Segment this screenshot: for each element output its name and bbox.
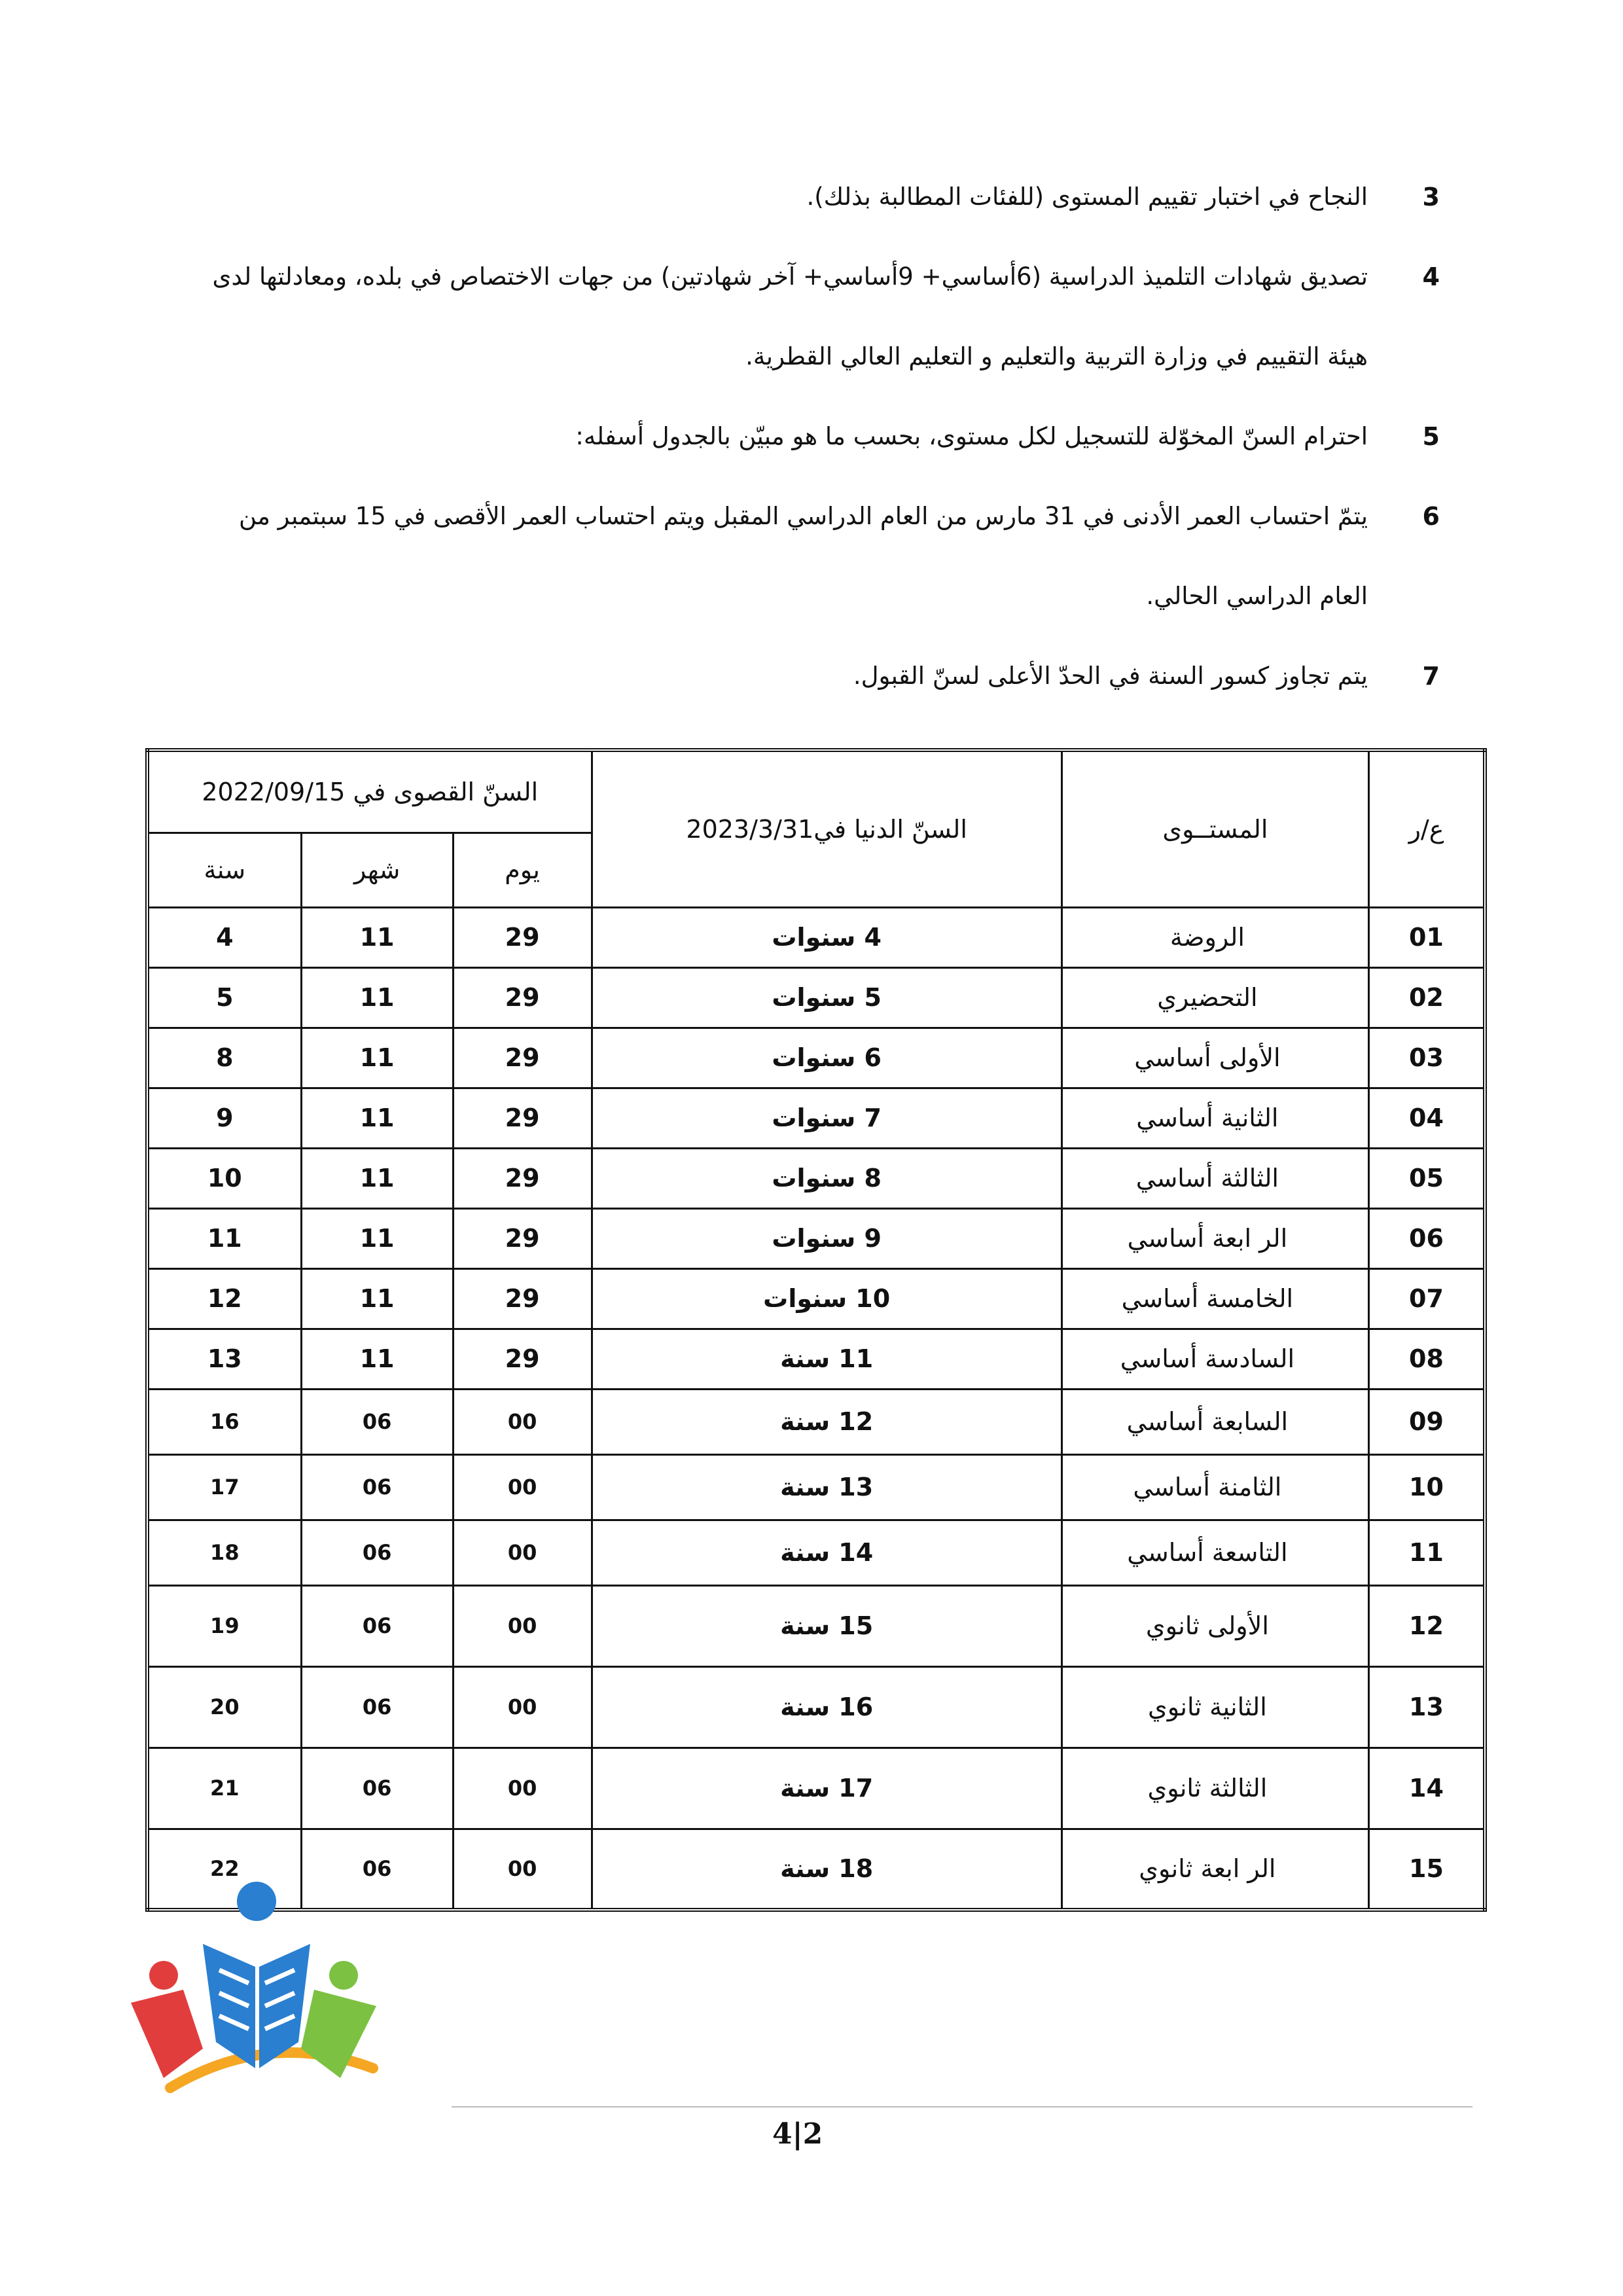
cell-day: 29 [453, 1329, 592, 1389]
cell-min-age: 11 سنة [592, 1329, 1061, 1389]
cell-month: 06 [301, 1666, 453, 1748]
cell-min-age: 4 سنوات [592, 907, 1061, 967]
cell-level: الثالثة ثانوي [1061, 1748, 1368, 1829]
table-row [147, 1268, 1485, 1329]
list-item-number: 4 [1422, 262, 1440, 291]
table-row [147, 1585, 1485, 1666]
cell-day: 00 [453, 1389, 592, 1454]
cell-level: السادسة أساسي [1061, 1329, 1368, 1389]
cell-month: 11 [301, 1268, 453, 1329]
cell-level: الخامسة أساسي [1061, 1268, 1368, 1329]
cell-min-age: 8 سنوات [592, 1148, 1061, 1208]
page-current: 2 [802, 2117, 823, 2151]
cell-year: 18 [147, 1520, 301, 1585]
cell-year: 21 [147, 1748, 301, 1829]
age-table-body [147, 907, 1485, 1910]
cell-year: 22 [147, 1829, 301, 1910]
age-table-wrapper [145, 748, 1487, 1912]
list-item-text: النجاح في اختبار تقييم المستوى (للفئات المطالبة بذلك). [806, 183, 1368, 211]
cell-month: 11 [301, 1028, 453, 1088]
cell-min-age: 16 سنة [592, 1666, 1061, 1748]
age-table [145, 748, 1487, 1912]
cell-level: التاسعة أساسي [1061, 1520, 1368, 1585]
cell-min-age: 12 سنة [592, 1389, 1061, 1454]
cell-level: الثامنة أساسي [1061, 1454, 1368, 1520]
cell-day: 00 [453, 1585, 592, 1666]
cell-year: 9 [147, 1088, 301, 1148]
cell-month: 11 [301, 1088, 453, 1148]
list-item [196, 476, 1440, 636]
cell-year: 17 [147, 1454, 301, 1520]
table-row [147, 967, 1485, 1028]
list-item [196, 237, 1440, 397]
cell-month: 11 [301, 1148, 453, 1208]
list-item-number: 7 [1422, 662, 1440, 691]
cell-month: 06 [301, 1520, 453, 1585]
table-row [147, 1148, 1485, 1208]
cell-index: 15 [1368, 1829, 1485, 1910]
header-max-age: السنّ القصوى في 2022/09/15 [147, 750, 592, 833]
list-item-number: 5 [1422, 422, 1440, 451]
cell-index: 11 [1368, 1520, 1485, 1585]
cell-day: 29 [453, 1268, 592, 1329]
logo-graphic [124, 1852, 399, 2114]
header-day: يوم [453, 833, 592, 907]
cell-day: 00 [453, 1666, 592, 1748]
cell-year: 16 [147, 1389, 301, 1454]
table-row [147, 1329, 1485, 1389]
cell-year: 20 [147, 1666, 301, 1748]
cell-level: السابعة أساسي [1061, 1389, 1368, 1454]
cell-day: 00 [453, 1454, 592, 1520]
header-index: ع/ر [1368, 750, 1485, 907]
cell-level: الر ابعة ثانوي [1061, 1829, 1368, 1910]
table-row [147, 1666, 1485, 1748]
cell-index: 03 [1368, 1028, 1485, 1088]
header-year: سنة [147, 833, 301, 907]
cell-month: 06 [301, 1389, 453, 1454]
list-item-text: تصديق شهادات التلميذ الدراسية (6أساسي+ 9أساسي+ آخر شهادتين) من جهات الاختصاص في بلده، ومعادلتها لدى هيئة التقييم في وزارة التربية والتعليم و التعليم العالي القطرية. [212, 262, 1368, 370]
cell-min-age: 7 سنوات [592, 1088, 1061, 1148]
cell-year: 13 [147, 1329, 301, 1389]
cell-index: 09 [1368, 1389, 1485, 1454]
list-item-text: احترام السنّ المخوّلة للتسجيل لكل مستوى، بحسب ما هو مبيّن بالجدول أسفله: [575, 422, 1368, 450]
table-row [147, 1454, 1485, 1520]
cell-year: 10 [147, 1148, 301, 1208]
cell-min-age: 9 سنوات [592, 1208, 1061, 1268]
cell-day: 29 [453, 967, 592, 1028]
cell-day: 00 [453, 1829, 592, 1910]
cell-min-age: 10 سنوات [592, 1268, 1061, 1329]
cell-month: 06 [301, 1748, 453, 1829]
cell-index: 02 [1368, 967, 1485, 1028]
list-item [196, 157, 1440, 237]
cell-min-age: 5 سنوات [592, 967, 1061, 1028]
cell-year: 8 [147, 1028, 301, 1088]
table-row [147, 907, 1485, 967]
cell-index: 01 [1368, 907, 1485, 967]
header-min-age: السنّ الدنيا في2023/3/31 [592, 750, 1061, 907]
table-row [147, 1208, 1485, 1268]
cell-min-age: 6 سنوات [592, 1028, 1061, 1088]
logo [124, 1852, 399, 2114]
cell-level: الثانية ثانوي [1061, 1666, 1368, 1748]
cell-month: 06 [301, 1829, 453, 1910]
page-number [772, 2117, 823, 2151]
cell-index: 06 [1368, 1208, 1485, 1268]
list-item [196, 397, 1440, 476]
cell-month: 11 [301, 967, 453, 1028]
cell-index: 14 [1368, 1748, 1485, 1829]
cell-day: 00 [453, 1520, 592, 1585]
cell-year: 19 [147, 1585, 301, 1666]
page-total: 4 [772, 2117, 793, 2151]
cell-level: الثانية أساسي [1061, 1088, 1368, 1148]
cell-year: 11 [147, 1208, 301, 1268]
table-row [147, 1520, 1485, 1585]
cell-min-age: 17 سنة [592, 1748, 1061, 1829]
cell-level: الأولى ثانوي [1061, 1585, 1368, 1666]
cell-index: 07 [1368, 1268, 1485, 1329]
cell-index: 12 [1368, 1585, 1485, 1666]
footer-divider [452, 2106, 1472, 2108]
cell-level: الر ابعة أساسي [1061, 1208, 1368, 1268]
header-level: المستــوى [1061, 750, 1368, 907]
cell-level: الثالثة أساسي [1061, 1148, 1368, 1208]
list-item [196, 636, 1440, 716]
cell-index: 10 [1368, 1454, 1485, 1520]
cell-year: 4 [147, 907, 301, 967]
cell-day: 00 [453, 1748, 592, 1829]
cell-month: 11 [301, 907, 453, 967]
cell-day: 29 [453, 907, 592, 967]
list-item-number: 3 [1422, 183, 1440, 211]
requirements-list [196, 157, 1440, 716]
cell-min-age: 18 سنة [592, 1829, 1061, 1910]
table-row [147, 1028, 1485, 1088]
cell-day: 29 [453, 1148, 592, 1208]
cell-min-age: 15 سنة [592, 1585, 1061, 1666]
cell-min-age: 14 سنة [592, 1520, 1061, 1585]
cell-level: التحضيري [1061, 967, 1368, 1028]
cell-month: 11 [301, 1208, 453, 1268]
cell-day: 29 [453, 1208, 592, 1268]
table-row [147, 1389, 1485, 1454]
cell-level: الأولى أساسي [1061, 1028, 1368, 1088]
table-row [147, 1748, 1485, 1829]
cell-year: 12 [147, 1268, 301, 1329]
cell-year: 5 [147, 967, 301, 1028]
page-separator: | [792, 2117, 803, 2151]
header-month: شهر [301, 833, 453, 907]
cell-level: الروضة [1061, 907, 1368, 967]
cell-month: 06 [301, 1585, 453, 1666]
cell-day: 29 [453, 1028, 592, 1088]
cell-month: 06 [301, 1454, 453, 1520]
cell-index: 04 [1368, 1088, 1485, 1148]
cell-index: 08 [1368, 1329, 1485, 1389]
cell-index: 05 [1368, 1148, 1485, 1208]
list-item-text: يتم تجاوز كسور السنة في الحدّ الأعلى لسنّ القبول. [853, 662, 1368, 690]
list-item-text: يتمّ احتساب العمر الأدنى في 31 مارس من العام الدراسي المقبل ويتم احتساب العمر الأقصى في 15 سبتمبر من العام الدراسي الحالي. [238, 502, 1368, 610]
cell-day: 29 [453, 1088, 592, 1148]
cell-month: 11 [301, 1329, 453, 1389]
list-item-number: 6 [1422, 502, 1440, 531]
cell-min-age: 13 سنة [592, 1454, 1061, 1520]
table-row [147, 1088, 1485, 1148]
cell-index: 13 [1368, 1666, 1485, 1748]
